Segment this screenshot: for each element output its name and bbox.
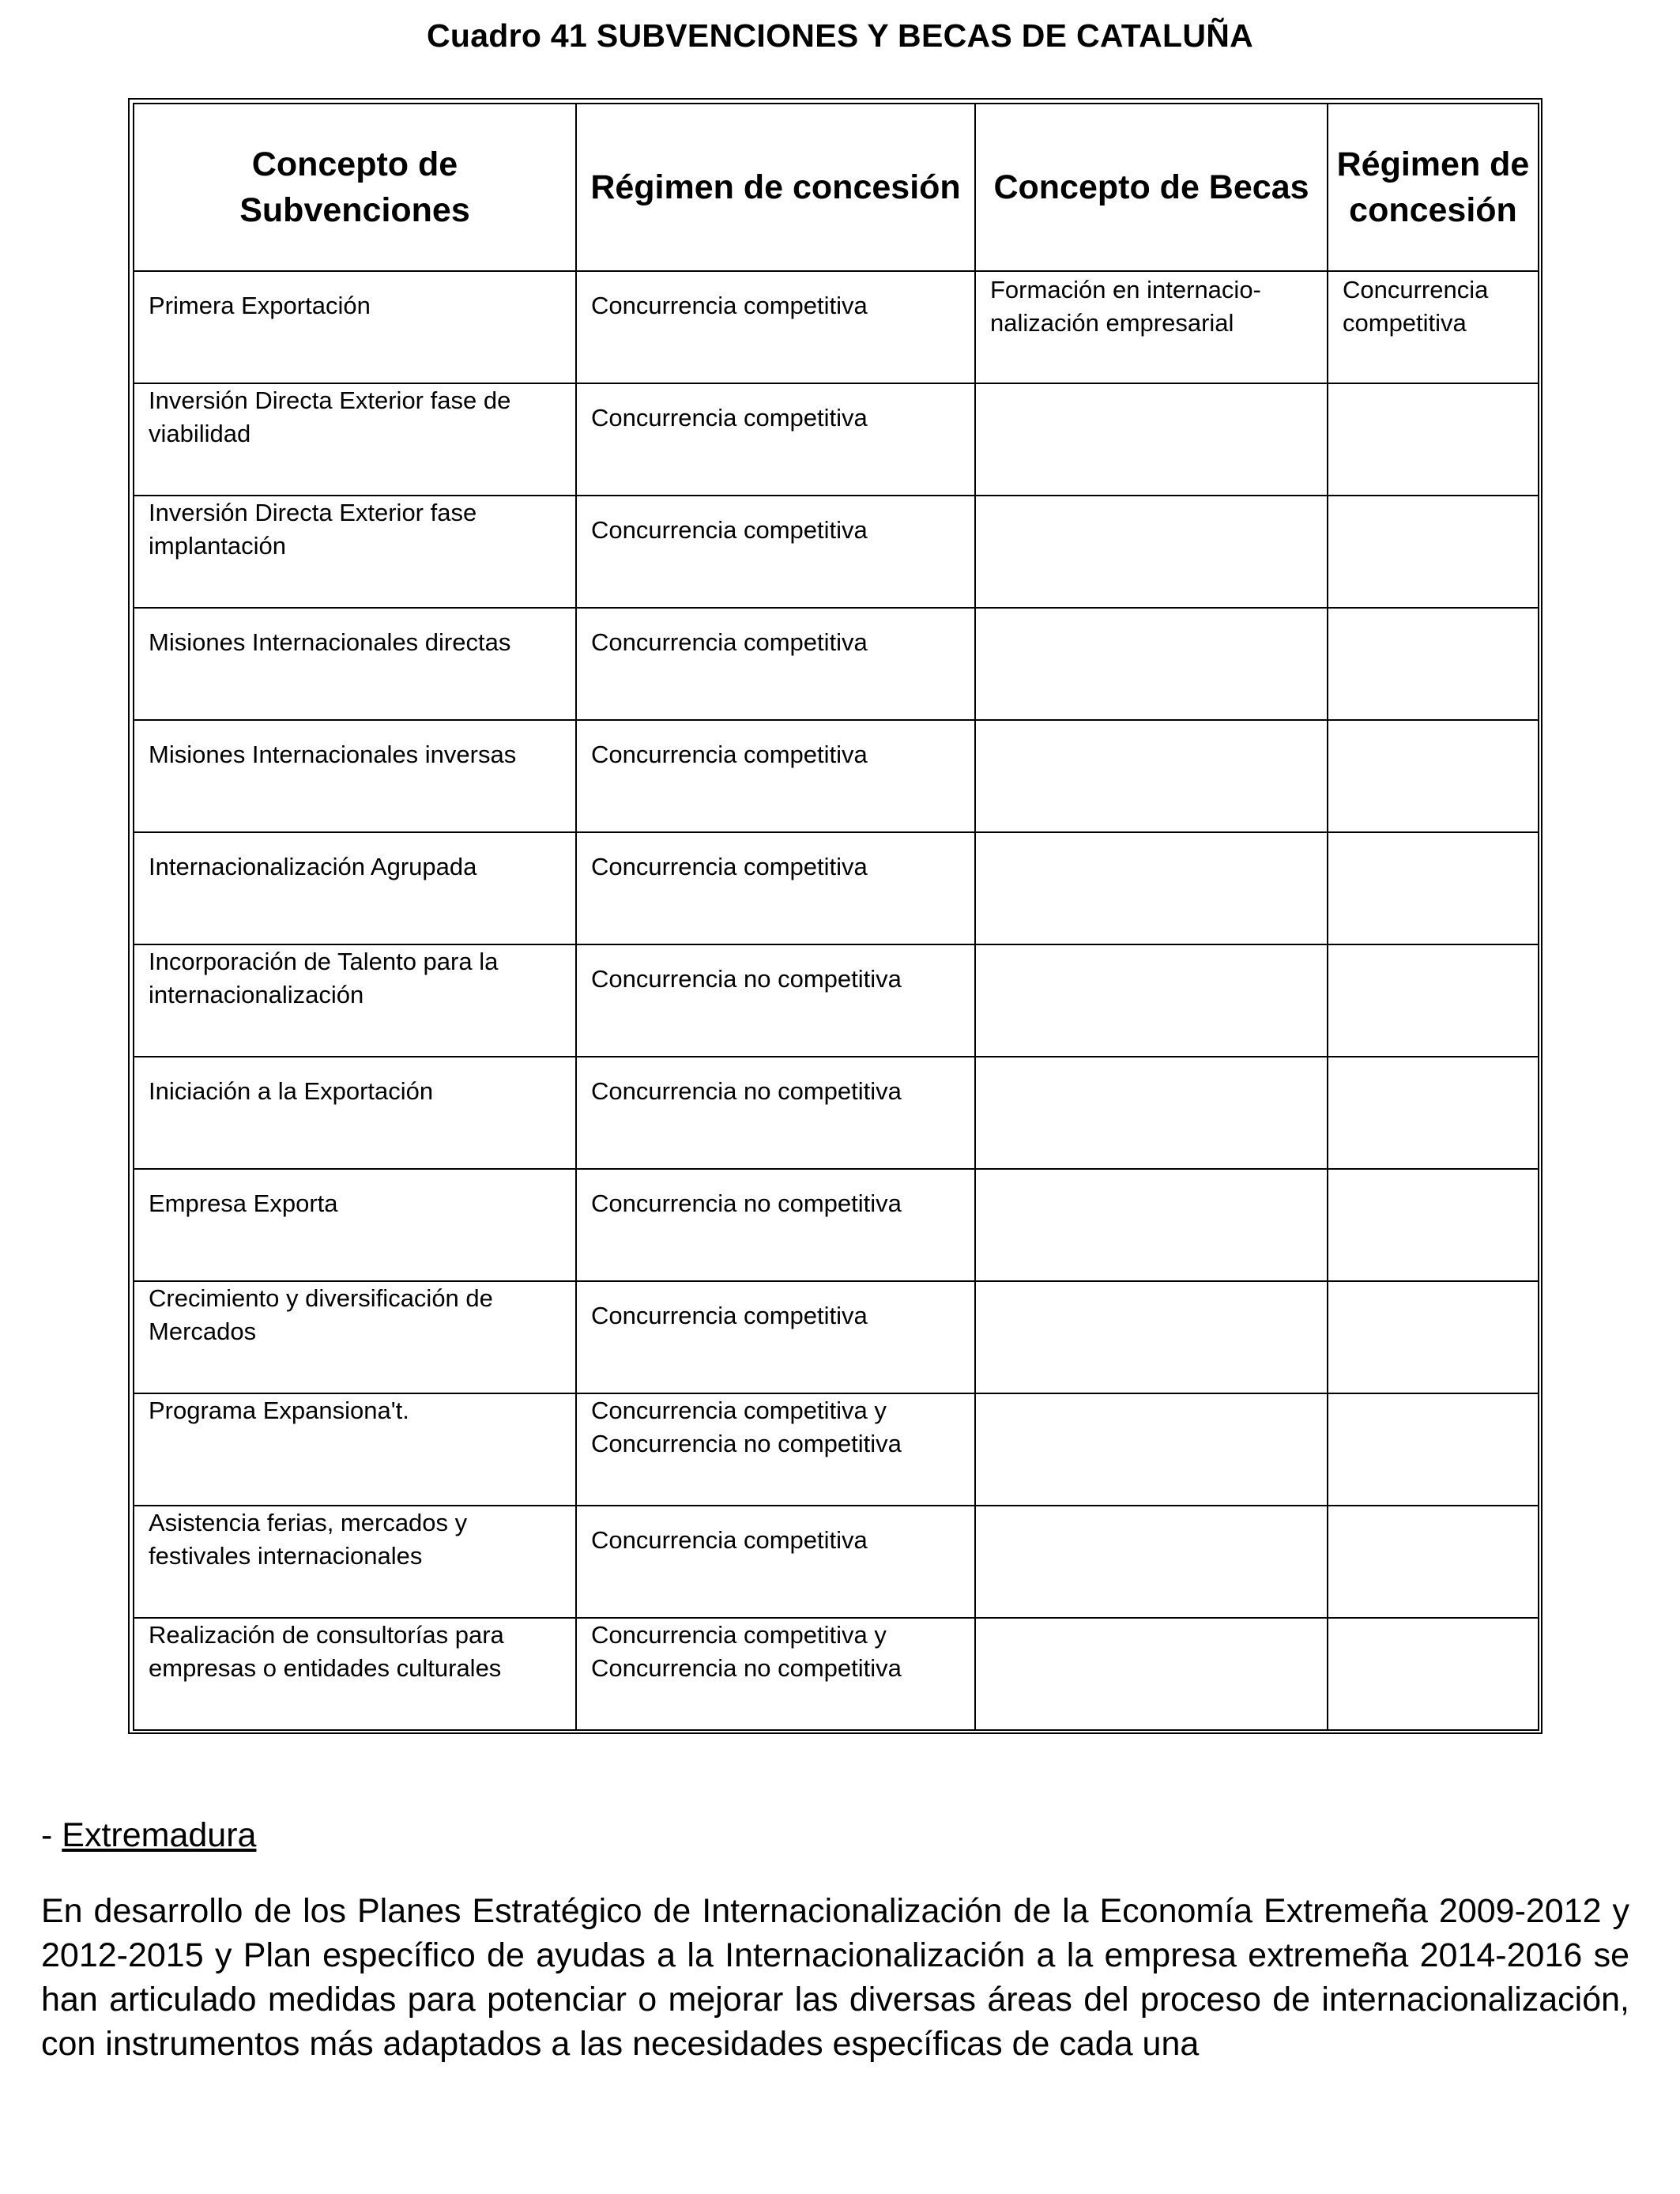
cell-concepto-beca [975, 1169, 1328, 1281]
cell-regimen: Concurrencia competitiva [576, 271, 975, 383]
cell-concepto-subvencion: Inversión Directa Exterior fase de viabilidad [134, 383, 576, 496]
cell-concepto-subvencion: Iniciación a la Exportación [134, 1057, 576, 1169]
table-row [134, 608, 1539, 720]
cell-concepto-beca [975, 1281, 1328, 1393]
cell-concepto-subvencion: Asistencia ferias, mercados y festivales internacionales [134, 1506, 576, 1618]
cell-regimen-beca [1328, 1506, 1539, 1618]
header-regimen-concesion: Régimen de concesión [576, 104, 975, 271]
cell-concepto-subvencion: Realización de consultorías para empresas o entidades culturales [134, 1618, 576, 1730]
header-concepto-subvenciones: Concepto de Subvenciones [134, 104, 576, 271]
cell-regimen: Concurrencia competitiva [576, 496, 975, 608]
cell-concepto-subvencion: Internacionalización Agrupada [134, 832, 576, 944]
header-regimen-concesion-becas: Régimen de concesión [1328, 104, 1539, 271]
cell-concepto-beca [975, 832, 1328, 944]
cell-regimen-beca [1328, 1169, 1539, 1281]
table-title: Cuadro 41 SUBVENCIONES Y BECAS DE CATALUÑA [426, 17, 1254, 54]
cell-regimen: Concurrencia competitiva [576, 1281, 975, 1393]
section-heading-text: Extremadura [62, 1816, 257, 1854]
cell-regimen-beca [1328, 944, 1539, 1057]
table-row [134, 271, 1539, 383]
cell-concepto-subvencion: Primera Exportación [134, 271, 576, 383]
cell-concepto-subvencion: Misiones Internacionales directas [134, 608, 576, 720]
table-row [134, 1281, 1539, 1393]
cell-concepto-beca [975, 944, 1328, 1057]
cell-concepto-subvencion: Misiones Internacionales inversas [134, 720, 576, 832]
cell-regimen-beca: Concurrencia competitiva [1328, 271, 1539, 383]
cell-regimen-beca [1328, 1057, 1539, 1169]
cell-concepto-beca [975, 1393, 1328, 1506]
cell-concepto-beca [975, 608, 1328, 720]
cell-concepto-beca [975, 496, 1328, 608]
table-row [134, 1169, 1539, 1281]
cell-regimen: Concurrencia competitiva [576, 383, 975, 496]
cell-regimen: Concurrencia no competitiva [576, 944, 975, 1057]
cell-concepto-beca [975, 1506, 1328, 1618]
cell-regimen: Concurrencia no competitiva [576, 1057, 975, 1169]
cell-concepto-beca: Formación en internacio-nalización empresarial [975, 271, 1328, 383]
cell-regimen-beca [1328, 832, 1539, 944]
cell-regimen: Concurrencia competitiva y Concurrencia no competitiva [576, 1618, 975, 1730]
cell-concepto-subvencion: Crecimiento y diversificación de Mercados [134, 1281, 576, 1393]
cell-concepto-subvencion: Empresa Exporta [134, 1169, 576, 1281]
header-concepto-becas: Concepto de Becas [975, 104, 1328, 271]
cell-regimen-beca [1328, 1618, 1539, 1730]
cell-regimen-beca [1328, 496, 1539, 608]
cell-concepto-subvencion: Inversión Directa Exterior fase implantación [134, 496, 576, 608]
table-row [134, 832, 1539, 944]
table-row [134, 496, 1539, 608]
table-row [134, 1506, 1539, 1618]
cell-concepto-subvencion: Programa Expansiona't. [134, 1393, 576, 1506]
subvenciones-table [133, 103, 1539, 1731]
table-row [134, 1618, 1539, 1730]
cell-regimen-beca [1328, 1393, 1539, 1506]
table-header-row [134, 104, 1539, 271]
cell-regimen-beca [1328, 608, 1539, 720]
cell-concepto-beca [975, 1618, 1328, 1730]
body-paragraph: En desarrollo de los Planes Estratégico de Internacionalización de la Economía Extremeña 2009-2012 y 2012-2015 y Plan específico de ayudas a la Internacionalización a la empresa extremeña 2014-2016 se han articulado medidas para potenciar o mejorar las diversas áreas del proceso de internacionalización, con instrumentos más adaptados a las necesidades específicas de cada una [41, 1892, 1629, 2063]
cell-regimen: Concurrencia competitiva [576, 832, 975, 944]
cell-concepto-beca [975, 383, 1328, 496]
section-prefix: - [41, 1816, 62, 1854]
cell-regimen-beca [1328, 1281, 1539, 1393]
table-row [134, 720, 1539, 832]
cell-regimen: Concurrencia competitiva [576, 1506, 975, 1618]
cell-concepto-beca [975, 1057, 1328, 1169]
cell-regimen-beca [1328, 383, 1539, 496]
cell-concepto-subvencion: Incorporación de Talento para la internacionalización [134, 944, 576, 1057]
section-heading [41, 1813, 256, 1857]
table-row [134, 944, 1539, 1057]
table-row [134, 383, 1539, 496]
table-row [134, 1393, 1539, 1506]
cell-regimen: Concurrencia competitiva y Concurrencia no competitiva [576, 1393, 975, 1506]
table-row [134, 1057, 1539, 1169]
cell-regimen: Concurrencia competitiva [576, 720, 975, 832]
cell-regimen-beca [1328, 720, 1539, 832]
cell-regimen: Concurrencia no competitiva [576, 1169, 975, 1281]
cell-concepto-beca [975, 720, 1328, 832]
cell-regimen: Concurrencia competitiva [576, 608, 975, 720]
